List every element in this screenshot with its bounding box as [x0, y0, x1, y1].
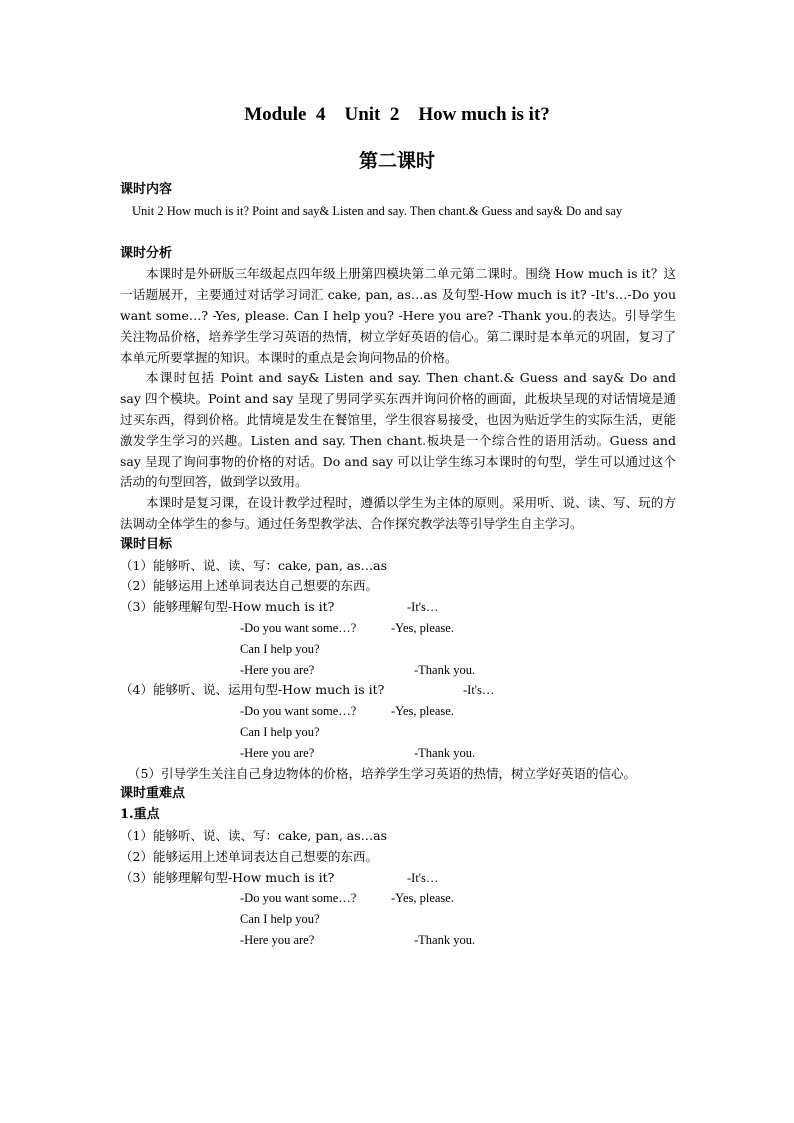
pattern-line: -Here you are? -Thank you.	[240, 662, 476, 677]
analysis-paragraph-1: 本课时是外研版三年级起点四年级上册第四模块第二单元第二课时。围绕 How much is it？这一话题展开，主要通过对话学习词汇 cake, pan, as…as 及句型-How much is it? -It's…-Do you want some…? -Yes, please. Can I help you? -Here you are? -Thank you.的表达。引导学生关注物品价格，培养学生学习英语的热情，树立学好英语的信心。第二课时是本单元的巩固，复习了本单元所要掌握的知识。本课时的重点是会询问物品的价格。	[120, 266, 676, 365]
goal-item: （5）引导学生关注自己身边物体的价格，培养学生学习英语的热情，树立学好英语的信心。	[128, 765, 636, 781]
pattern-line: Can I help you?	[240, 724, 320, 739]
analysis-paragraph-2: 本课时包括 Point and say& Listen and say. Then chant.& Guess and say& Do and say 四个模块。Point and say 呈现了男同学买东西并询问价格的画面，此板块呈现的对话情境是通过买东西，得到价格。此情境是发生在餐馆里，学生很容易接受，也因为贴近学生的实际生活，更能激发学生学习的兴趣。Listen and say. Then chant.板块是一个综合性的语用活动。Guess and say 呈现了询问事物的价格的对话。Do and say 可以让学生练习本课时的句型，学生可以通过这个活动的句型回答，做到学以致用。	[120, 370, 676, 490]
pattern-line: -Here you are? -Thank you.	[240, 745, 476, 760]
document-body	[120, 180, 676, 951]
section-heading-goals: 课时目标	[120, 536, 173, 552]
goal-item: （3）能够理解句型-How much is it? -It's…	[120, 599, 439, 615]
goal-item: （2）能够运用上述单词表达自己想要的东西。	[120, 578, 378, 594]
section-heading-keypoints: 课时重难点	[120, 786, 186, 802]
pattern-line: Can I help you?	[240, 641, 320, 656]
keypoint-item: （1）能够听、说、读、写：cake, pan, as…as	[120, 827, 388, 843]
keypoint-item: （2）能够运用上述单词表达自己想要的东西。	[120, 848, 378, 864]
content-text: Unit 2 How much is it? Point and say& Listen and say. Then chant.& Guess and say& Do and say	[132, 203, 623, 218]
pattern-line: -Do you want some…? -Yes, please.	[240, 620, 454, 635]
analysis-paragraph-3: 本课时是复习课，在设计教学过程时，遵循以学生为主体的原则。采用听、说、读、写、玩的方法调动全体学生的参与。通过任务型教学法、合作探究教学法等引导学生自主学习。	[120, 495, 676, 531]
pattern-line: -Here you are? -Thank you.	[240, 932, 476, 947]
pattern-line: Can I help you?	[240, 912, 320, 927]
document-title: Module 4 Unit 2 How much is it?	[244, 104, 550, 125]
document-subtitle: 第二课时	[358, 150, 435, 172]
section-heading-content: 课时内容	[120, 182, 173, 197]
pattern-line: -Do you want some…? -Yes, please.	[240, 704, 454, 719]
goal-item: （1）能够听、说、读、写：cake, pan, as…as	[120, 557, 388, 573]
keypoint-item: （3）能够理解句型-How much is it? -It's…	[120, 869, 439, 885]
goal-item: （4）能够听、说、运用句型-How much is it? -It's…	[120, 682, 495, 698]
pattern-line: -Do you want some…? -Yes, please.	[240, 891, 454, 906]
keypoints-subheading: 1.重点	[120, 807, 160, 823]
section-heading-analysis: 课时分析	[120, 245, 173, 261]
